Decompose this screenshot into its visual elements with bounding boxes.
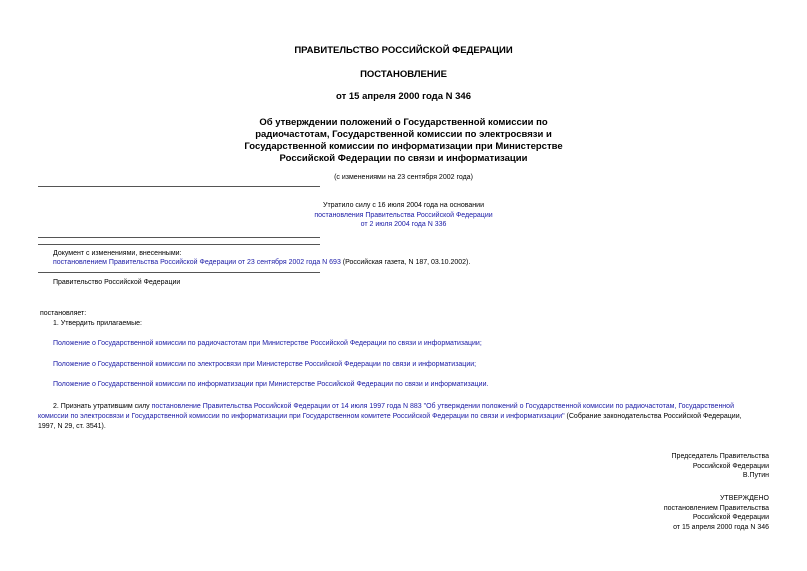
validity-link-date[interactable]: от 2 июля 2004 года N 336 [360,221,447,228]
approved-line: Российской Федерации [692,514,769,521]
divider [38,237,320,238]
signature-line: Председатель Правительства [671,453,769,460]
signature-line: Российской Федерации [692,462,769,470]
divider [38,186,320,187]
validity-text: Утратило силу с 16 июля 2004 года на основании [323,202,484,209]
title-line: радиочастотам, Государственной комиссии по электросвязи и [255,129,552,140]
document-type: ПОСТАНОВЛЕНИЕ [360,69,447,80]
signature-line: В.Путин [742,472,769,479]
regulation-link-informatization[interactable]: Положение о Государственной комиссии по информатизации при Министерстве Российской Федерации по связи и информатизации. [53,381,489,388]
item-2-line-3: 1997, N 29, ст. 3541). [38,423,106,430]
signature-block [672,452,769,481]
divider [38,244,320,245]
changes-link[interactable]: постановлением Правительства Российской Федерации от 23 сентября 2002 года N 693 [53,259,341,266]
item-2-text: 2. Признать утратившим силу [53,403,152,410]
title-line: Об утверждении положений о Государственной комиссии по [259,117,548,128]
issuer: Правительство Российской Федерации [53,279,181,286]
item-2-line-1 [53,402,769,412]
approved-block [664,494,769,532]
divider [38,272,320,273]
approved-line: постановлением Правительства [663,504,769,512]
changes-intro: Документ с изменениями, внесенными: [53,250,182,257]
approved-line: от 15 апреля 2000 года N 346 [673,523,769,531]
document-title [0,117,807,165]
government-heading: ПРАВИТЕЛЬСТВО РОССИЙСКОЙ ФЕДЕРАЦИИ [294,45,513,56]
approved-line: УТВЕРЖДЕНО [719,495,769,502]
resolves-text: постановляет: [40,310,87,317]
regulation-link-telecom[interactable]: Положение о Государственной комиссии по электросвязи при Министерстве Российской Федерации по связи и информатизации; [53,361,477,368]
changes-source: (Российская газета, N 187, 03.10.2002). [340,259,471,266]
validity-note [0,201,807,230]
item-2-source: (Собрание законодательства Российской Федерации, [564,413,742,420]
item-2-line-2 [38,412,742,422]
regulation-link-radio[interactable]: Положение о Государственной комиссии по радиочастотам при Министерстве Российской Федерации по связи и информатизации; [53,340,482,347]
repealed-decree-link-cont[interactable]: комиссии по электросвязи и Государственной комиссии по информатизации при Государственном комитете Российской Федерации по связи и информатизации" [38,413,565,420]
validity-link-decree[interactable]: постановления Правительства Российской Федерации [314,211,493,219]
title-line: Российской Федерации по связи и информатизации [279,153,528,164]
amendments-note: (с изменениями на 23 сентября 2002 года) [334,174,473,181]
title-line: Государственной комиссии по информатизации при Министерстве [244,141,563,152]
repealed-decree-link[interactable]: постановление Правительства Российской Федерации от 14 июля 1997 года N 883 "Об утверждении положений о Государственной комиссии по радиочастотам, Государственной [151,403,734,410]
document-date-number: от 15 апреля 2000 года N 346 [336,91,471,102]
changes-line [53,258,470,268]
item-1: 1. Утвердить прилагаемые: [53,320,142,327]
